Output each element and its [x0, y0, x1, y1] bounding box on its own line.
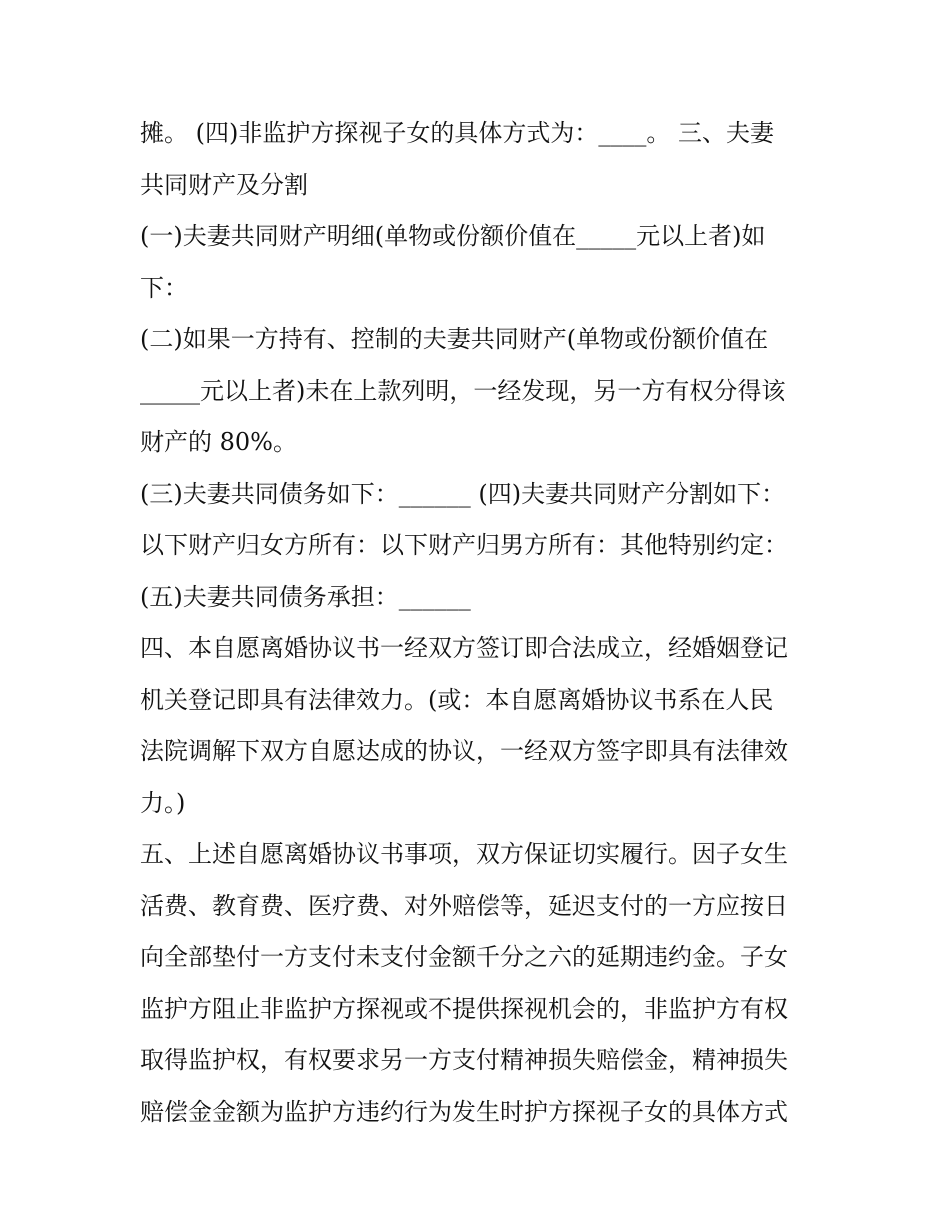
text-line: 共同财产及分割	[140, 170, 308, 199]
text-line: 向全部垫付一方支付未支付金额千分之六的延期违约金。子女	[140, 943, 788, 971]
text-line: 摊。 (四)非监护方探视子女的具体方式为：____。 三、夫妻	[140, 119, 774, 147]
text-line: 下：	[140, 273, 188, 302]
text-line: 赔偿金金额为监护方违约行为发生时护方探视子女的具体方式	[140, 1097, 788, 1126]
text-line: 力。)	[140, 788, 186, 817]
text-line: (三)夫妻共同债务如下：______ (四)夫妻共同财产分割如下：	[140, 479, 786, 508]
document-body	[140, 108, 820, 1138]
text-line: 监护方阻止非监护方探视或不提供探视机会的，非监护方有权	[140, 994, 788, 1023]
text-line: 活费、教育费、医疗费、对外赔偿等，延迟支付的一方应按日	[140, 891, 788, 920]
text-line: _____元以上者)未在上款列明，一经发现，另一方有权分得该	[140, 376, 786, 405]
text-line: 财产的 80%。	[140, 428, 297, 456]
text-line: 以下财产归女方所有：以下财产归男方所有：其他特别约定：	[140, 531, 788, 559]
text-line: 五、上述自愿离婚协议书事项，双方保证切实履行。因子女生	[140, 840, 788, 868]
text-line: 四、本自愿离婚协议书一经双方签订即合法成立，经婚姻登记	[140, 634, 788, 662]
text-line: 机关登记即具有法律效力。(或：本自愿离婚协议书系在人民	[140, 685, 774, 714]
text-line: 法院调解下双方自愿达成的协议，一经双方签字即具有法律效	[140, 737, 788, 765]
text-line: (五)夫妻共同债务承担：______	[140, 582, 471, 611]
text-line: (一)夫妻共同财产明细(单物或份额价值在_____元以上者)如	[140, 222, 766, 250]
text-line: 取得监护权，有权要求另一方支付精神损失赔偿金，精神损失	[140, 1046, 788, 1074]
text-line: (二)如果一方持有、控制的夫妻共同财产(单物或份额价值在	[140, 325, 769, 353]
